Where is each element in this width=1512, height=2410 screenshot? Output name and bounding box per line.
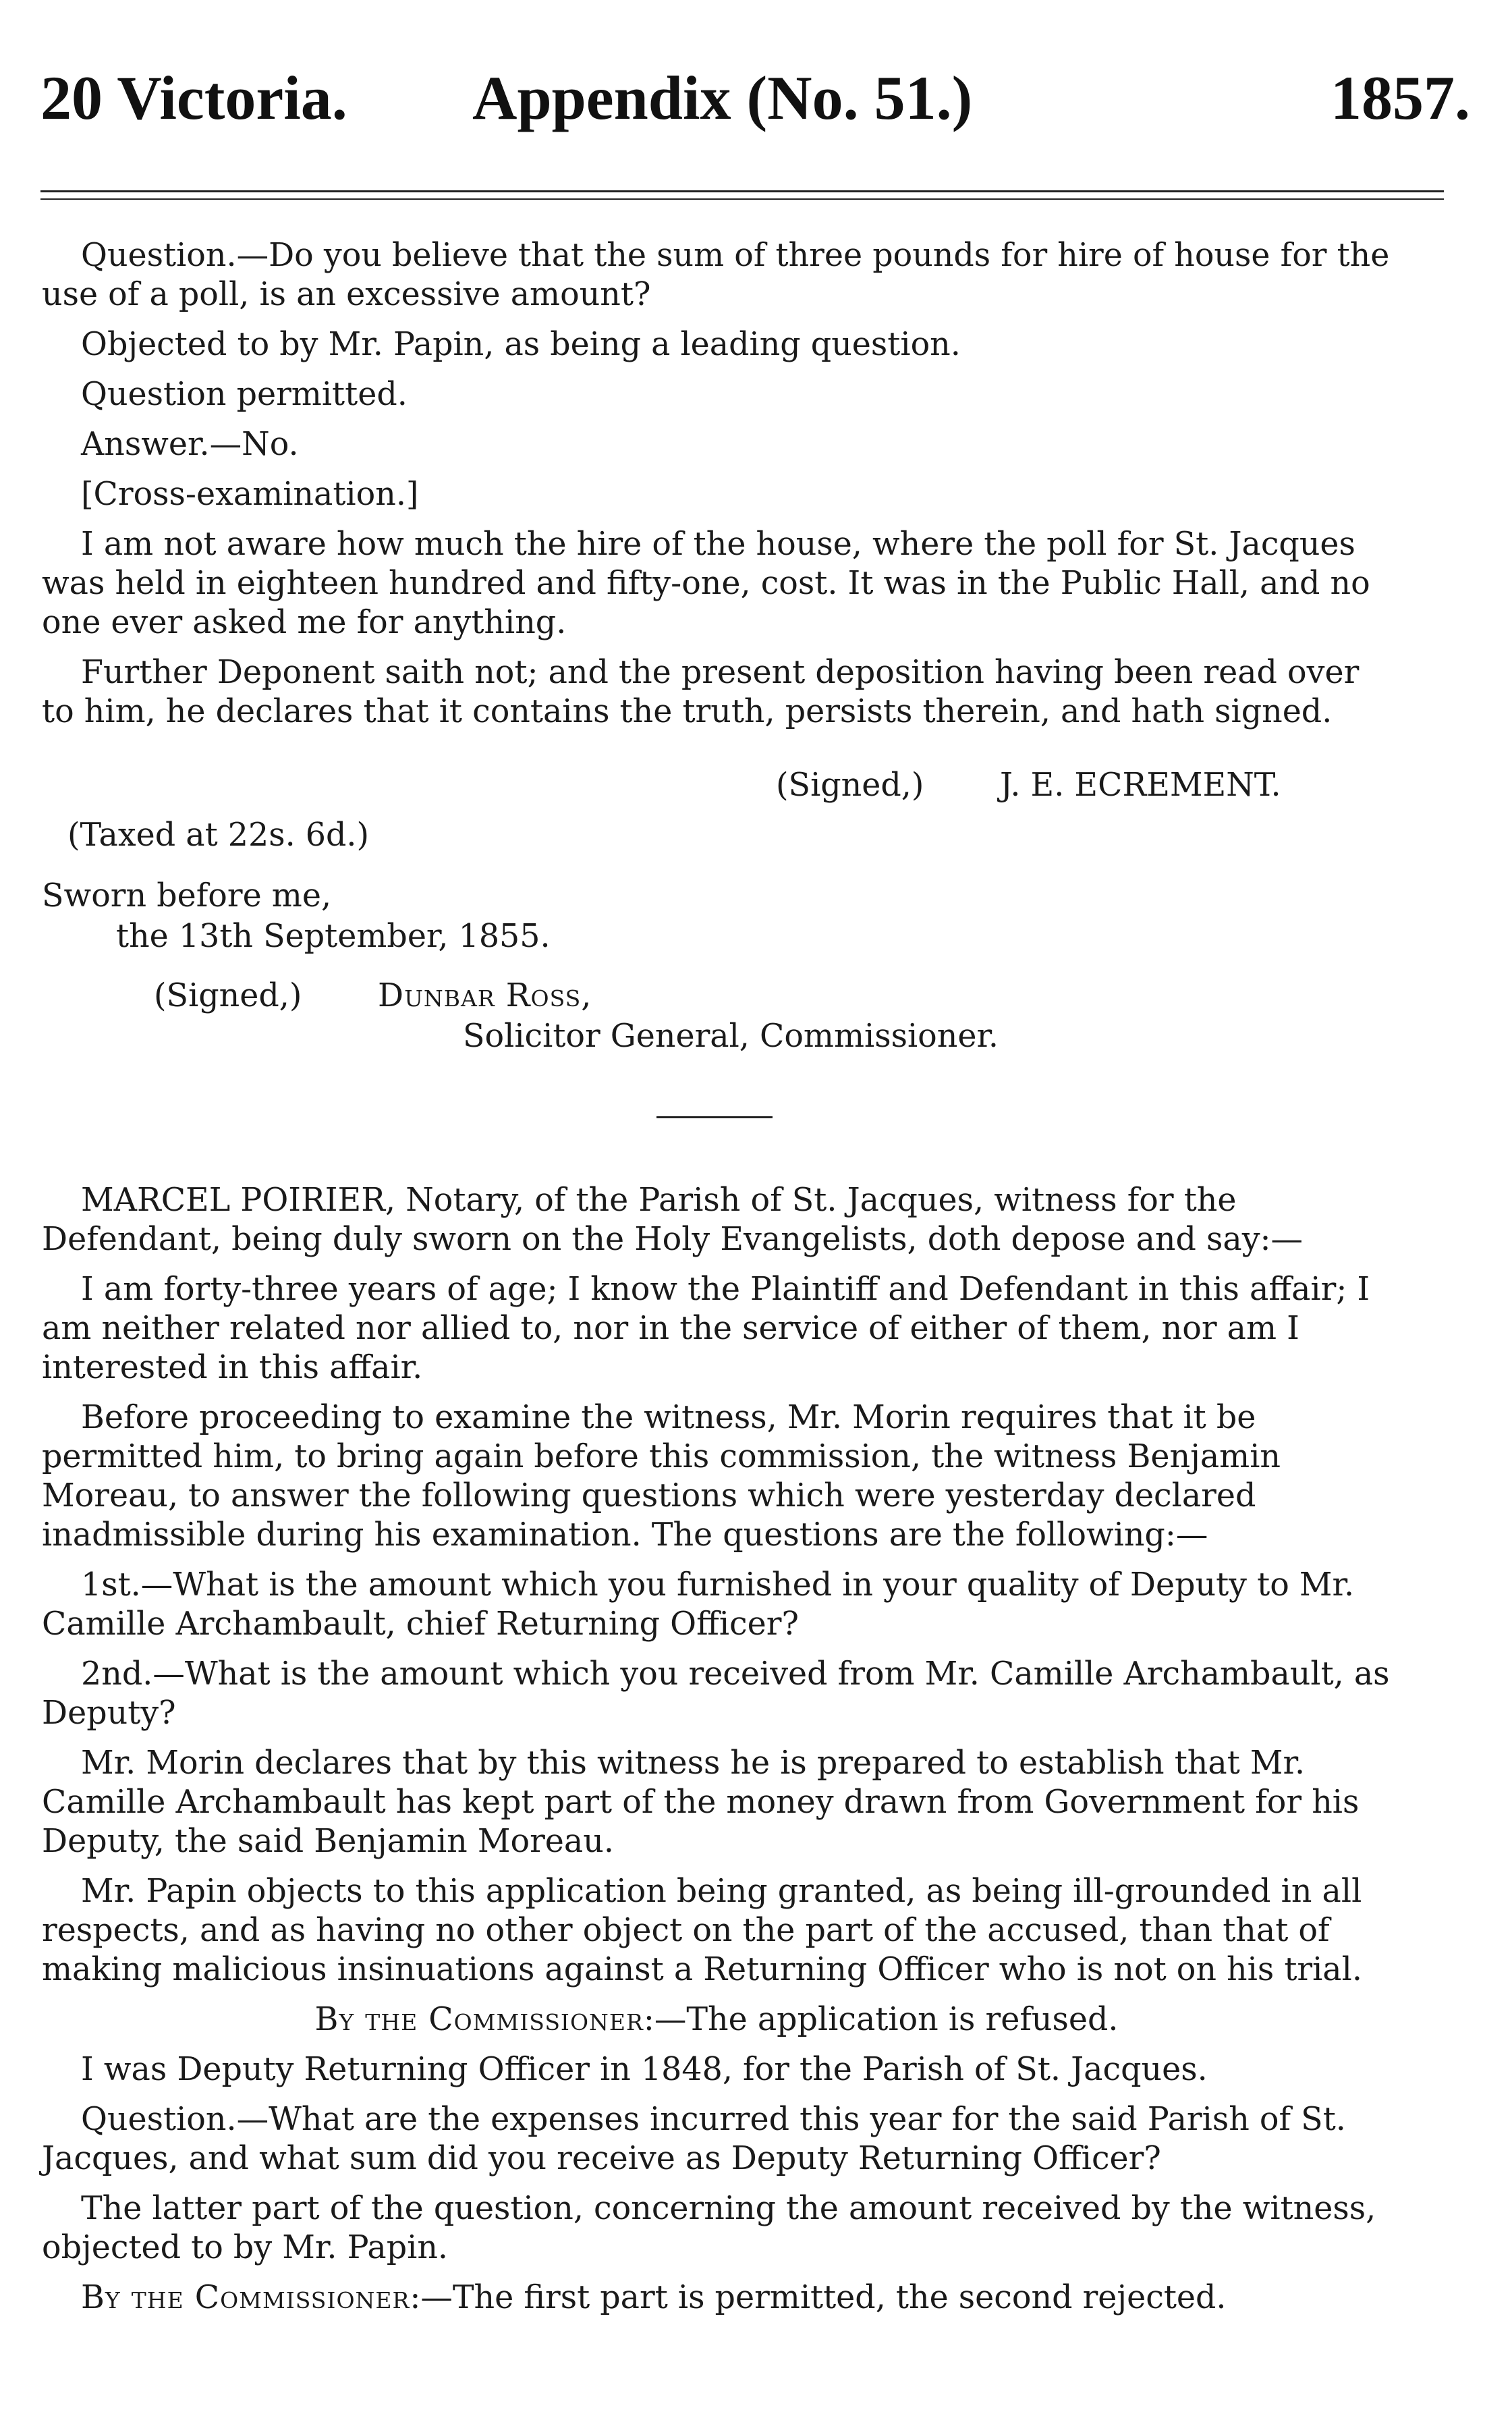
section-divider bbox=[656, 1116, 773, 1118]
taxed-amount: (Taxed at 22s. 6d.) bbox=[67, 817, 370, 854]
paragraph: Mr. Papin objects to this application being granted, as being ill-grounded in all respects, and as having no other object on the part of the accused, than that of making malicious insinuations against a Returning Officer who is not on his trial. bbox=[42, 1873, 1362, 1988]
ruling-label: By the Commissioner bbox=[314, 2001, 644, 2038]
commissioner-name: Dunbar Ross, bbox=[378, 977, 592, 1014]
signature-signed: (Signed,) bbox=[776, 767, 924, 804]
header-year: 1857. bbox=[1331, 63, 1470, 132]
commissioner-title: Solicitor General, Commissioner. bbox=[463, 1018, 999, 1055]
testimony-block-1 bbox=[42, 236, 1391, 732]
paragraph: 1st.—What is the amount which you furnished in your quality of Deputy to Mr. Camille Archambault, chief Returning Officer? bbox=[42, 1566, 1355, 1643]
header-rule-top bbox=[40, 190, 1444, 192]
paragraph: Objected to by Mr. Papin, as being a leading question. bbox=[81, 326, 961, 363]
page-header bbox=[0, 62, 1512, 163]
ruling-text: :—The first part is permitted, the second rejected. bbox=[410, 2279, 1227, 2316]
testimony-block-2 bbox=[42, 1181, 1391, 2318]
commissioner-ruling bbox=[42, 2278, 1391, 2318]
header-appendix: Appendix (No. 51.) bbox=[472, 63, 973, 132]
paragraph: Question permitted. bbox=[81, 376, 408, 413]
paragraph: 2nd.—What is the amount which you received from Mr. Camille Archambault, as Deputy? bbox=[42, 1655, 1390, 1732]
ruling-label: By the Commissioner bbox=[81, 2279, 410, 2316]
paragraph: Further Deponent saith not; and the present deposition having been read over to him, he declares that it contains the truth, persists therein, and hath signed. bbox=[42, 654, 1360, 730]
sworn-before: Sworn before me, bbox=[42, 877, 332, 914]
paragraph: Mr. Morin declares that by this witness he is prepared to establish that Mr. Camille Archambault has kept part of the money drawn from Government for his Deputy, the said Benjamin Moreau. bbox=[42, 1745, 1360, 1860]
paragraph: The latter part of the question, concerning the amount received by the witness, objected to by Mr. Papin. bbox=[42, 2190, 1376, 2266]
commissioner-signed: (Signed,) bbox=[154, 977, 302, 1014]
paragraph: MARCEL POIRIER, Notary, of the Parish of St. Jacques, witness for the Defendant, being duly sworn on the Holy Evangelists, doth depose and say:— bbox=[42, 1182, 1304, 1258]
paragraph: I was Deputy Returning Officer in 1848, for the Parish of St. Jacques. bbox=[81, 2051, 1208, 2088]
commissioner-ruling bbox=[42, 2000, 1391, 2039]
header-rule-bottom bbox=[40, 198, 1444, 200]
ruling-text: :—The application is refused. bbox=[643, 2001, 1119, 2038]
paragraph: I am not aware how much the hire of the house, where the poll for St. Jacques was held in eighteen hundred and fifty-one, cost. It was in the Public Hall, and no one ever asked me for anything. bbox=[42, 526, 1370, 641]
header-session: 20 Victoria. bbox=[40, 63, 347, 132]
paragraph: Answer.—No. bbox=[81, 426, 299, 463]
paragraph: I am forty-three years of age; I know the Plaintiff and Defendant in this affair; I am neither related nor allied to, nor in the service of either of them, nor am I interested in this affair. bbox=[42, 1271, 1370, 1386]
paragraph: Question.—What are the expenses incurred this year for the said Parish of St. Jacques, and what sum did you receive as Deputy Returning Officer? bbox=[42, 2101, 1346, 2177]
sworn-date: the 13th September, 1855. bbox=[116, 918, 551, 955]
paragraph: [Cross-examination.] bbox=[81, 476, 419, 513]
signature-name: J. E. ECREMENT. bbox=[1000, 767, 1281, 804]
paragraph: Question.—Do you believe that the sum of three pounds for hire of house for the use of a poll, is an excessive amount? bbox=[42, 237, 1390, 313]
paragraph: Before proceeding to examine the witness, Mr. Morin requires that it be permitted him, to bring again before this commission, the witness Benjamin Moreau, to answer the following questions which were yesterday declared inadmissible during his examination. The questions are the following:— bbox=[42, 1399, 1281, 1554]
